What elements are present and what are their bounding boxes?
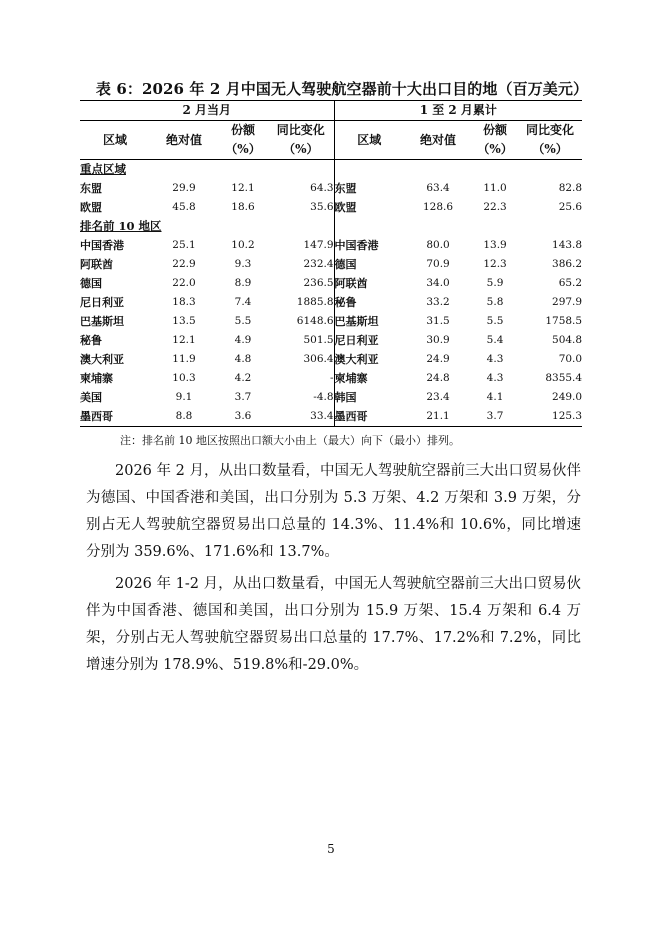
table-caption: 表 6：2026 年 2 月中国无人驾驶航空器前十大出口目的地（百万美元） <box>95 80 589 98</box>
table-row <box>80 369 582 388</box>
abs-value: 23.4 <box>426 391 450 403</box>
section-label-key: 重点区域 <box>80 162 126 176</box>
share-value: 4.3 <box>486 372 504 384</box>
share-value: 3.7 <box>234 391 252 403</box>
yoy-value: 25.6 <box>558 201 583 213</box>
abs-value: 45.8 <box>172 201 196 213</box>
abs-value: 8.8 <box>175 410 193 422</box>
region-name: 墨西哥 <box>334 407 404 427</box>
col-yoy: 同比变化（%） <box>276 123 325 156</box>
share-value: 5.5 <box>234 315 252 327</box>
yoy-value: 33.4 <box>310 410 334 422</box>
table-note: 注：排名前 10 地区按照出口额大小由上（最大）向下（最小）排列。 <box>120 434 460 447</box>
share-value: 18.6 <box>231 201 255 213</box>
abs-value: 70.9 <box>426 258 450 270</box>
region-name: 德国 <box>80 277 102 290</box>
paragraph: 2026 年 1-2 月，从出口数量看，中国无人驾驶航空器前三大出口贸易伙伴为中国香港、德国和美国，出口分别为 15.9 万架、15.4 万架和 6.4 万架，分别占无人驾驶航空器贸易出口总量的 17.7%、17.2%和 7.2%，同比增速分别为 178.9%、519.8%和-29.0%。 <box>86 576 581 673</box>
table-row <box>80 255 582 274</box>
share-value: 3.6 <box>234 410 252 422</box>
abs-value: 33.2 <box>426 296 450 308</box>
region-name: 美国 <box>80 391 102 404</box>
share-value: 5.5 <box>486 315 504 327</box>
abs-value: 9.1 <box>175 391 193 403</box>
region-name: 欧盟 <box>80 201 102 214</box>
col-yoy: 同比变化（%） <box>526 123 575 156</box>
paragraph: 2026 年 2 月，从出口数量看，中国无人驾驶航空器前三大出口贸易伙伴为德国、中国香港和美国，出口分别为 5.3 万架、4.2 万架和 3.9 万架，分别占无人驾驶航空器贸易出口总量的 14.3%、11.4%和 10.6%，同比增速分别为 359.6%、171.6%和 13.7%。 <box>86 463 581 560</box>
yoy-value: 386.2 <box>552 258 583 270</box>
abs-value: 25.1 <box>172 239 196 251</box>
abs-value: 11.9 <box>172 353 196 365</box>
share-value: 5.8 <box>486 296 504 308</box>
col-region: 区域 <box>102 132 127 147</box>
abs-value: 13.5 <box>172 315 196 327</box>
abs-value: 18.3 <box>172 296 196 308</box>
region-name: 柬埔寨 <box>334 369 404 388</box>
region-name: 尼日利亚 <box>334 331 404 350</box>
abs-value: 31.5 <box>426 315 450 327</box>
region-name: 中国香港 <box>334 236 404 255</box>
abs-value: 34.0 <box>426 277 450 289</box>
share-value: 12.1 <box>231 182 255 194</box>
table-row <box>80 350 582 369</box>
region-name: 墨西哥 <box>80 410 113 423</box>
yoy-value: 236.5 <box>303 277 334 289</box>
share-value: 9.3 <box>234 258 252 270</box>
page-number: 5 <box>327 842 335 856</box>
yoy-value: 1758.5 <box>545 315 583 327</box>
share-value: 10.2 <box>231 239 255 251</box>
abs-value: 10.3 <box>172 372 196 384</box>
abs-value: 21.1 <box>426 410 450 422</box>
share-value: 4.9 <box>234 334 252 346</box>
yoy-value: -4.8 <box>313 391 334 403</box>
region-name: 澳大利亚 <box>80 353 124 366</box>
share-value: 4.3 <box>486 353 504 365</box>
yoy-value: 70.0 <box>558 353 583 365</box>
region-name: 东盟 <box>80 182 102 195</box>
yoy-value: 35.6 <box>310 201 334 213</box>
region-name: 尼日利亚 <box>80 296 124 309</box>
yoy-value: - <box>329 372 334 384</box>
abs-value: 30.9 <box>426 334 450 346</box>
abs-value: 12.1 <box>172 334 196 346</box>
group-header-month: 2 月当月 <box>182 103 232 117</box>
col-abs: 绝对值 <box>420 132 457 147</box>
abs-value: 128.6 <box>423 201 454 213</box>
region-name: 欧盟 <box>334 198 404 217</box>
yoy-value: 6148.6 <box>296 315 334 327</box>
share-value: 11.0 <box>483 182 507 194</box>
table-row <box>80 293 582 312</box>
table-row <box>80 331 582 350</box>
abs-value: 22.9 <box>172 258 196 270</box>
yoy-value: 232.4 <box>303 258 334 270</box>
region-name: 澳大利亚 <box>334 350 404 369</box>
region-name: 德国 <box>334 255 404 274</box>
share-value: 4.1 <box>486 391 504 403</box>
yoy-value: 143.8 <box>552 239 583 251</box>
share-value: 8.9 <box>234 277 252 289</box>
table-row <box>80 179 582 198</box>
share-value: 12.3 <box>483 258 507 270</box>
region-name: 柬埔寨 <box>80 372 113 385</box>
region-name: 阿联酋 <box>334 274 404 293</box>
abs-value: 80.0 <box>426 239 450 251</box>
region-name: 阿联酋 <box>80 258 113 271</box>
yoy-value: 249.0 <box>552 391 583 403</box>
export-destination-table <box>80 100 582 427</box>
table-row <box>80 198 582 217</box>
table-row <box>80 388 582 407</box>
key-regions-body <box>80 160 582 218</box>
region-name: 巴基斯坦 <box>334 312 404 331</box>
col-share: 份额（%） <box>225 123 261 156</box>
share-value: 4.8 <box>234 353 252 365</box>
region-name: 东盟 <box>334 179 404 198</box>
abs-value: 29.9 <box>172 182 196 194</box>
share-value: 5.9 <box>486 277 504 289</box>
table-row <box>80 312 582 331</box>
share-value: 7.4 <box>234 296 252 308</box>
yoy-value: 297.9 <box>552 296 583 308</box>
col-share: 份额（%） <box>477 123 513 156</box>
abs-value: 24.9 <box>426 353 450 365</box>
yoy-value: 504.8 <box>552 334 583 346</box>
table-row <box>80 236 582 255</box>
region-name: 韩国 <box>334 388 404 407</box>
share-value: 3.7 <box>486 410 504 422</box>
abs-value: 22.0 <box>172 277 196 289</box>
yoy-value: 306.4 <box>303 353 334 365</box>
abs-value: 63.4 <box>426 182 450 194</box>
table-row <box>80 407 582 427</box>
region-name: 中国香港 <box>80 239 124 252</box>
yoy-value: 501.5 <box>303 334 334 346</box>
yoy-value: 147.9 <box>303 239 334 251</box>
share-value: 22.3 <box>483 201 507 213</box>
table-row <box>80 274 582 293</box>
share-value: 13.9 <box>483 239 507 251</box>
yoy-value: 1885.8 <box>296 296 334 308</box>
region-name: 秘鲁 <box>80 334 102 347</box>
yoy-value: 8355.4 <box>545 372 583 384</box>
abs-value: 24.8 <box>426 372 450 384</box>
top10-body <box>80 217 582 427</box>
yoy-value: 64.3 <box>310 182 334 194</box>
section-label-top10: 排名前 10 地区 <box>80 219 162 233</box>
region-name: 巴基斯坦 <box>80 315 124 328</box>
share-value: 4.2 <box>234 372 252 384</box>
col-region: 区域 <box>334 121 404 160</box>
region-name: 秘鲁 <box>334 293 404 312</box>
group-header-cumulative: 1 至 2 月累计 <box>334 101 582 121</box>
yoy-value: 125.3 <box>552 410 583 422</box>
yoy-value: 82.8 <box>558 182 583 194</box>
share-value: 5.4 <box>486 334 504 346</box>
yoy-value: 65.2 <box>558 277 583 289</box>
col-abs: 绝对值 <box>165 132 202 147</box>
